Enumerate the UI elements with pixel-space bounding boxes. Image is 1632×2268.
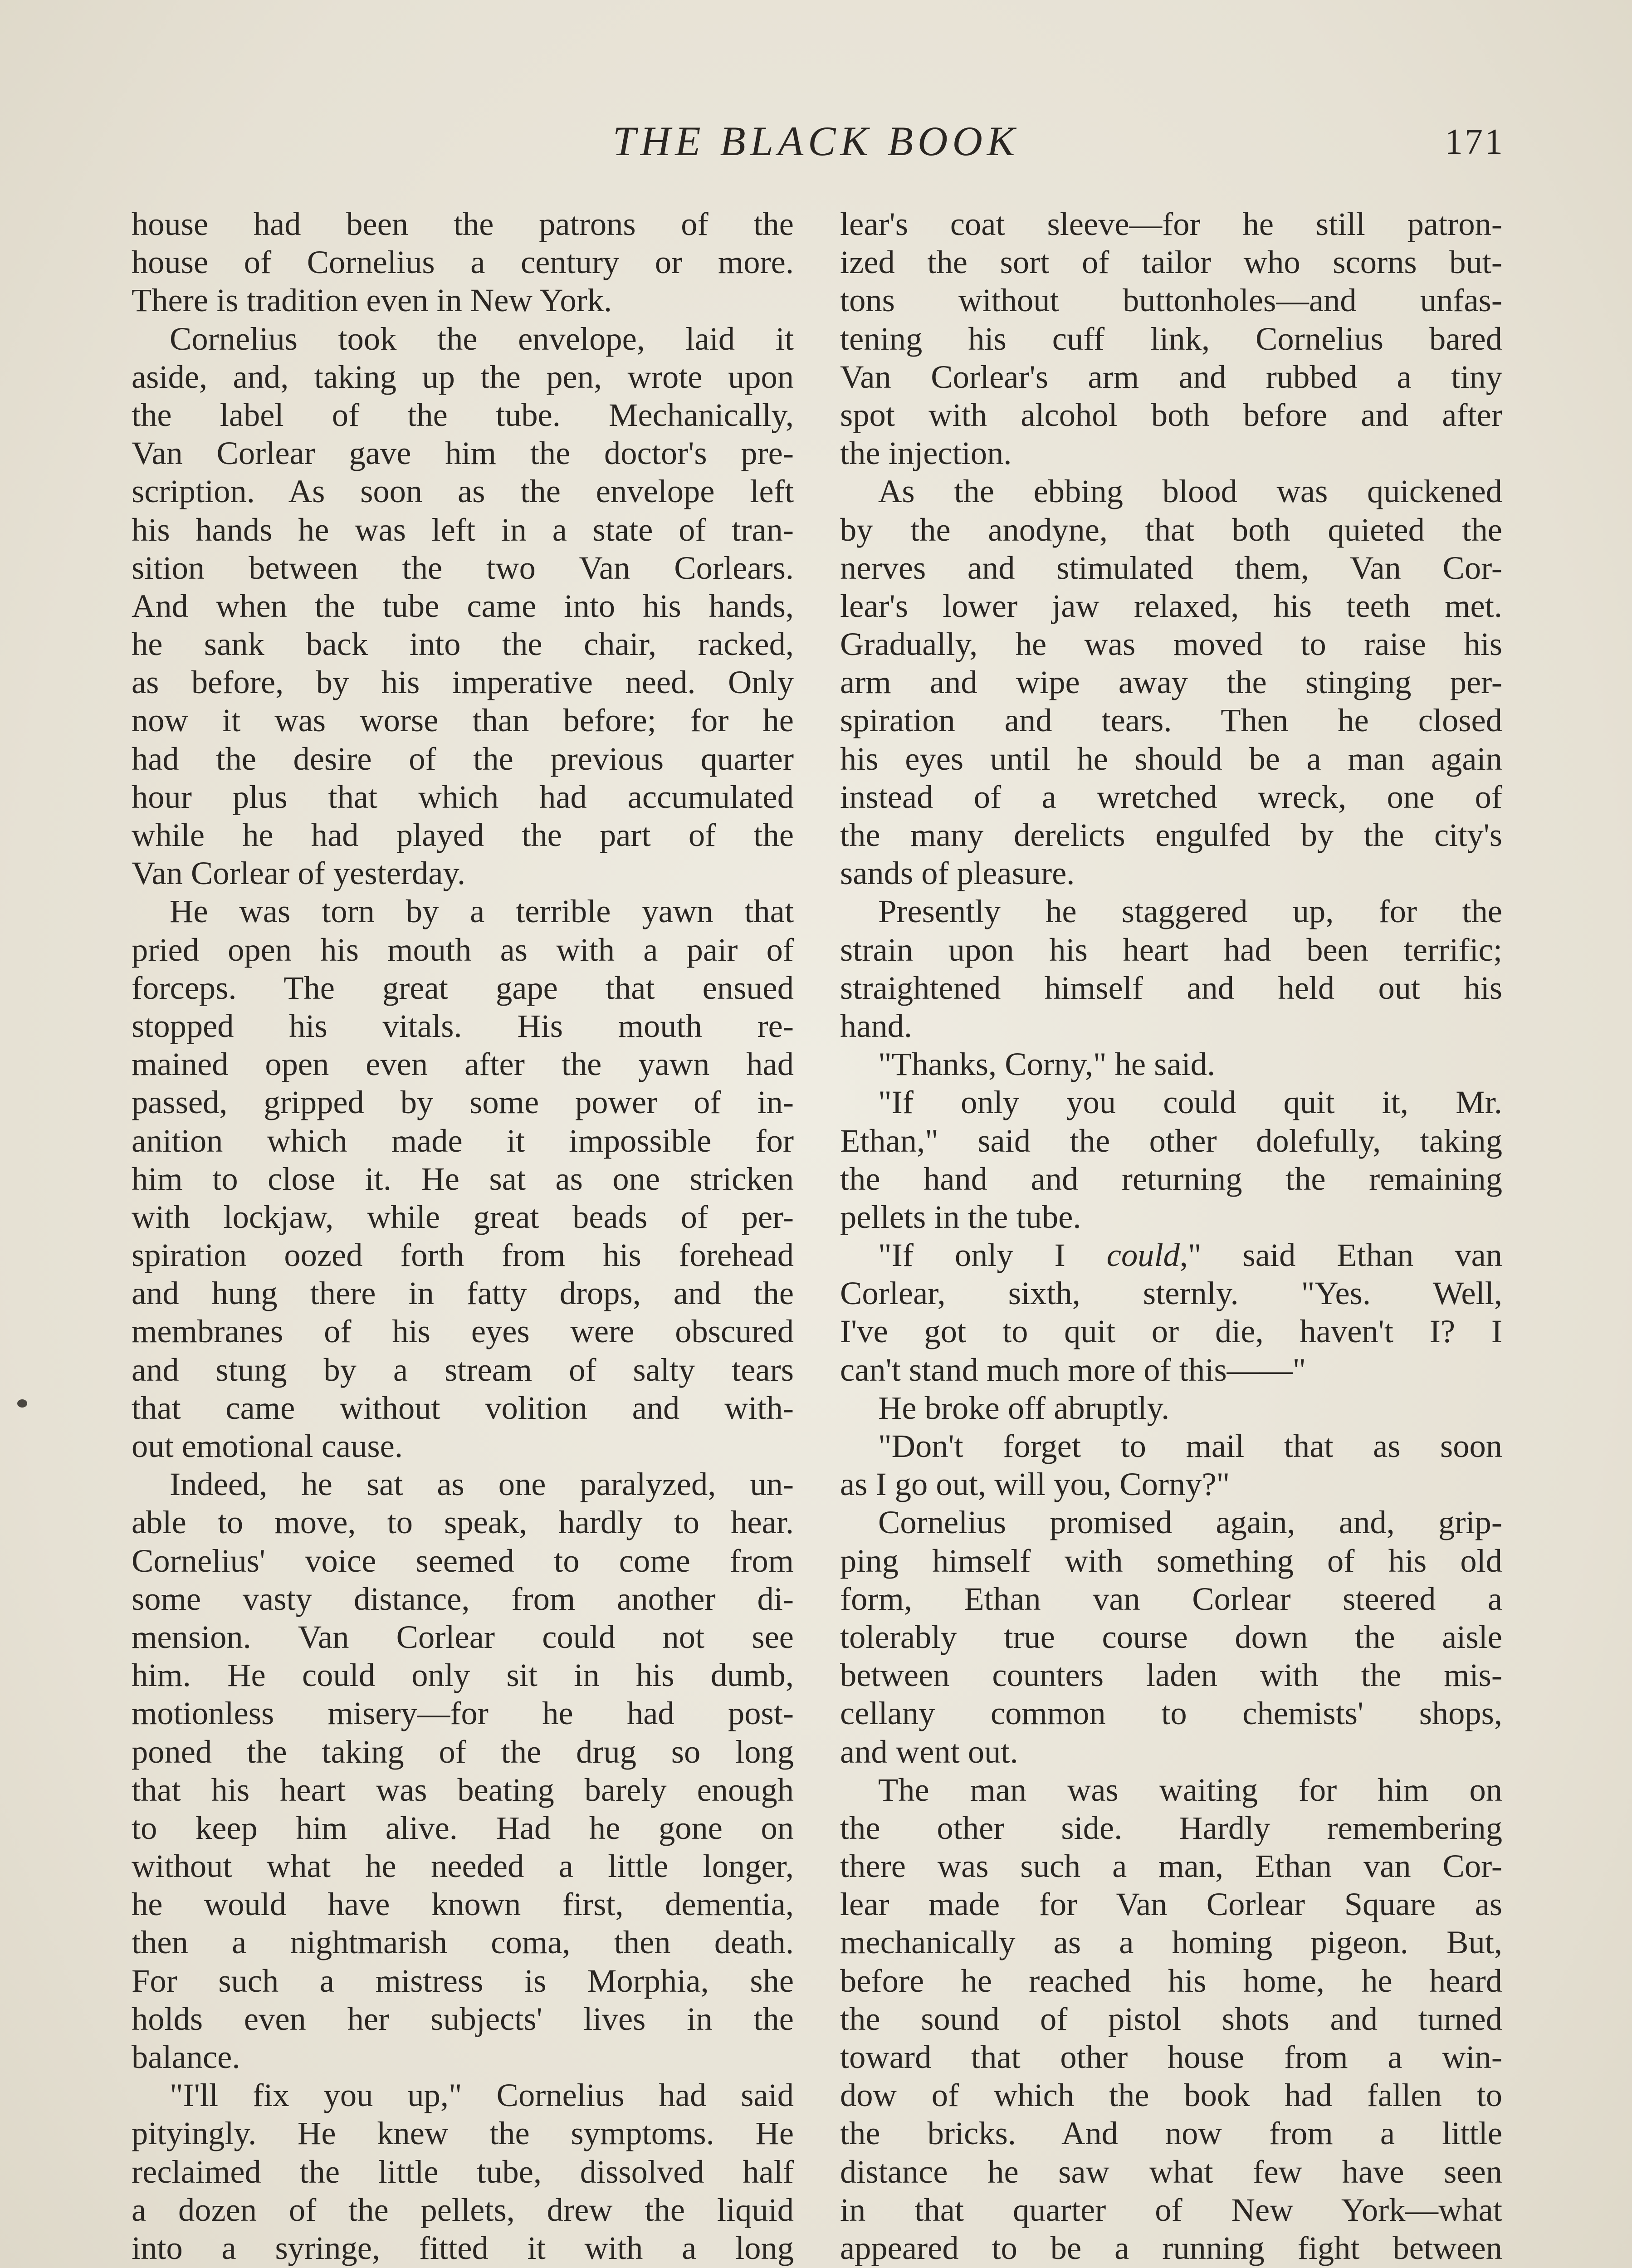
text-line: him to close it. He sat as one stricken xyxy=(132,1160,794,1197)
text-line: As the ebbing blood was quickened xyxy=(878,473,1502,510)
text-line: between counters laden with the mis- xyxy=(840,1657,1502,1694)
text-line: anition which made it impossible for xyxy=(132,1122,794,1159)
text-line: hand. xyxy=(840,1007,913,1044)
text-line: pityingly. He knew the symptoms. He xyxy=(132,2115,794,2152)
text-line: his hands he was left in a state of tran- xyxy=(132,511,794,548)
text-line: He broke off abruptly. xyxy=(878,1389,1170,1426)
text-line: dow of which the book had fallen to xyxy=(840,2077,1502,2114)
page-number: 171 xyxy=(1445,122,1505,162)
text-line: the hand and returning the remaining xyxy=(840,1160,1502,1197)
margin-speck xyxy=(17,1399,27,1408)
text-line: "If only you could quit it, Mr. xyxy=(878,1084,1502,1121)
text-line: then a nightmarish coma, then death. xyxy=(132,1924,794,1961)
text-line: to keep him alive. Had he gone on xyxy=(132,1809,794,1846)
text-line: able to move, to speak, hardly to hear. xyxy=(132,1504,794,1541)
text-line: as before, by his imperative need. Only xyxy=(132,664,794,701)
text-line: can't stand much more of this——" xyxy=(840,1351,1306,1388)
text-line: spiration oozed forth from his forehead xyxy=(132,1237,794,1274)
text-line: the label of the tube. Mechanically, xyxy=(132,396,794,433)
text-line: house had been the patrons of the xyxy=(132,205,794,242)
text-line: Gradually, he was moved to raise his xyxy=(840,626,1502,663)
text-line: membranes of his eyes were obscured xyxy=(132,1313,794,1350)
text-line: the other side. Hardly remembering xyxy=(840,1809,1502,1846)
text-line: mained open even after the yawn had xyxy=(132,1046,794,1083)
text-line: Cornelius' voice seemed to come from xyxy=(132,1542,794,1579)
text-line: Cornelius promised again, and, grip- xyxy=(878,1504,1502,1541)
text-line: and went out. xyxy=(840,1733,1018,1770)
text-line: a dozen of the pellets, drew the liquid xyxy=(132,2191,794,2228)
text-line: appeared to be a running fight between xyxy=(840,2229,1502,2266)
text-line: spiration and tears. Then he closed xyxy=(840,702,1502,739)
text-line: toward that other house from a win- xyxy=(840,2038,1502,2075)
text-line: and stung by a stream of salty tears xyxy=(132,1351,794,1388)
text-line: the many derelicts engulfed by the city's xyxy=(840,816,1502,853)
text-line: Cornelius took the envelope, laid it xyxy=(170,320,794,357)
text-line: Van Corlear gave him the doctor's pre- xyxy=(132,435,794,472)
text-line: sands of pleasure. xyxy=(840,855,1075,892)
text-line: cellany common to chemists' shops, xyxy=(840,1695,1502,1732)
text-line: there was such a man, Ethan van Cor- xyxy=(840,1848,1502,1885)
text-line: tolerably true course down the aisle xyxy=(840,1618,1502,1655)
text-line: without what he needed a little longer, xyxy=(132,1848,794,1885)
text-line: scription. As soon as the envelope left xyxy=(132,473,794,510)
text-line: and hung there in fatty drops, and the xyxy=(132,1275,794,1312)
text-line: the injection. xyxy=(840,435,1012,472)
text-line: And when the tube came into his hands, xyxy=(132,587,794,624)
text-line: tons without buttonholes—and unfas- xyxy=(840,282,1502,319)
text-line: "If only I could," said Ethan van xyxy=(878,1237,1503,1274)
text-line: before he reached his home, he heard xyxy=(840,1962,1502,1999)
text-line: poned the taking of the drug so long xyxy=(132,1733,794,1770)
text-line: some vasty distance, from another di- xyxy=(132,1580,794,1617)
text-line: balance. xyxy=(132,2038,240,2075)
text-line: ized the sort of tailor who scorns but- xyxy=(840,244,1502,281)
text-line: house of Cornelius a century or more. xyxy=(132,244,794,281)
text-line: I've got to quit or die, haven't I? I xyxy=(840,1313,1502,1350)
text-line: Van Corlear of yesterday. xyxy=(132,855,466,892)
text-line: motionless misery—for he had post- xyxy=(132,1695,794,1732)
text-line: had the desire of the previous quarter xyxy=(132,740,794,777)
running-head: THE BLACK BOOK xyxy=(612,118,1020,164)
left-text-column xyxy=(132,205,794,2268)
text-line: hour plus that which had accumulated xyxy=(132,778,794,815)
text-line: lear made for Van Corlear Square as xyxy=(840,1886,1502,1923)
text-line: "Thanks, Corny," he said. xyxy=(878,1046,1216,1083)
text-line: mension. Van Corlear could not see xyxy=(132,1618,794,1655)
text-line: The man was waiting for him on xyxy=(878,1771,1502,1808)
text-line: the sound of pistol shots and turned xyxy=(840,2000,1502,2037)
text-line: sition between the two Van Corlears. xyxy=(132,549,794,586)
text-line: stopped his vitals. His mouth re- xyxy=(132,1007,794,1044)
text-line: Indeed, he sat as one paralyzed, un- xyxy=(170,1466,794,1503)
text-line: lear's lower jaw relaxed, his teeth met. xyxy=(840,587,1502,624)
text-line: pried open his mouth as with a pair of xyxy=(132,931,794,968)
text-line: ping himself with something of his old xyxy=(840,1542,1502,1579)
text-line: Corlear, sixth, sternly. "Yes. Well, xyxy=(840,1275,1502,1312)
text-line: reclaimed the little tube, dissolved half xyxy=(132,2153,794,2190)
text-line: him. He could only sit in his dumb, xyxy=(132,1657,794,1694)
text-line: in that quarter of New York—what xyxy=(840,2191,1502,2228)
text-line: now it was worse than before; for he xyxy=(132,702,794,739)
text-line: by the anodyne, that both quieted the xyxy=(840,511,1502,548)
text-line: that came without volition and with- xyxy=(132,1389,794,1426)
text-line: forceps. The great gape that ensued xyxy=(132,969,794,1006)
text-line: he would have known first, dementia, xyxy=(132,1886,794,1923)
text-line: with lockjaw, while great beads of per- xyxy=(132,1198,794,1235)
text-line: while he had played the part of the xyxy=(132,816,794,853)
text-line: strain upon his heart had been terrific; xyxy=(840,931,1502,968)
text-line: Van Corlear's arm and rubbed a tiny xyxy=(840,358,1502,395)
text-line: mechanically as a homing pigeon. But, xyxy=(840,1924,1502,1961)
text-line: spot with alcohol both before and after xyxy=(840,396,1502,433)
text-line: distance he saw what few have seen xyxy=(840,2153,1502,2190)
text-line: For such a mistress is Morphia, she xyxy=(132,1962,794,1999)
text-line: There is tradition even in New York. xyxy=(132,282,612,319)
text-line: the bricks. And now from a little xyxy=(840,2115,1502,2152)
text-line: passed, gripped by some power of in- xyxy=(132,1084,794,1121)
text-line: pellets in the tube. xyxy=(840,1198,1081,1235)
text-line: his eyes until he should be a man again xyxy=(840,740,1502,777)
text-line: into a syringe, fitted it with a long xyxy=(132,2229,794,2266)
text-line: He was torn by a terrible yawn that xyxy=(170,893,794,930)
text-line: Presently he staggered up, for the xyxy=(878,893,1502,930)
text-line: arm and wipe away the stinging per- xyxy=(840,664,1502,701)
text-line: that his heart was beating barely enough xyxy=(132,1771,794,1808)
text-line: "I'll fix you up," Cornelius had said xyxy=(170,2077,794,2114)
text-line: out emotional cause. xyxy=(132,1427,403,1464)
text-line: holds even her subjects' lives in the xyxy=(132,2000,794,2037)
text-line: lear's coat sleeve—for he still patron- xyxy=(840,205,1502,242)
emphasis: could xyxy=(1106,1237,1180,1274)
text-line: nerves and stimulated them, Van Cor- xyxy=(840,549,1502,586)
text-line: he sank back into the chair, racked, xyxy=(132,626,794,663)
text-line: form, Ethan van Corlear steered a xyxy=(840,1580,1502,1617)
text-line: as I go out, will you, Corny?" xyxy=(840,1466,1230,1503)
text-line: tening his cuff link, Cornelius bared xyxy=(840,320,1502,357)
text-line: "Don't forget to mail that as soon xyxy=(878,1427,1502,1464)
text-line: straightened himself and held out his xyxy=(840,969,1502,1006)
text-line: instead of a wretched wreck, one of xyxy=(840,778,1502,815)
right-text-column xyxy=(840,205,1502,2268)
text-line: Ethan," said the other dolefully, taking xyxy=(840,1122,1502,1159)
text-line: aside, and, taking up the pen, wrote upon xyxy=(132,358,794,395)
